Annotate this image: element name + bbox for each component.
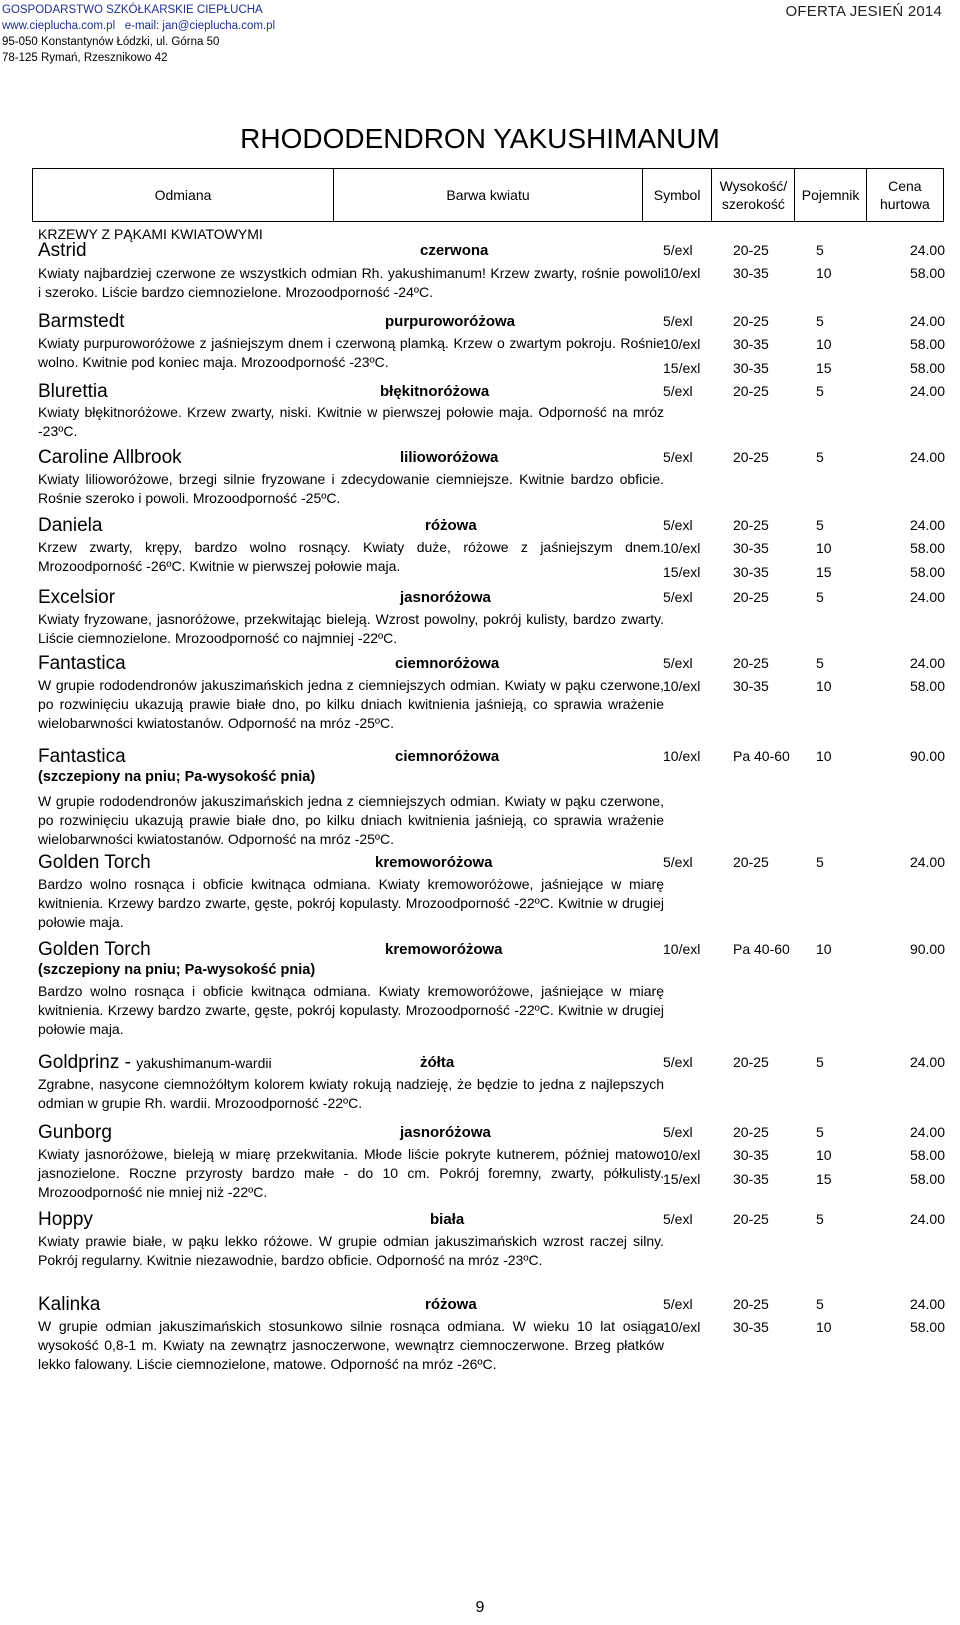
flower-color: ciemnoróżowa: [395, 655, 500, 672]
price-row: [663, 854, 953, 874]
variety-description: Kwiaty fryzowane, jasnoróżowe, przekwitając bieleją. Wzrost powolny, pokrój kulisty, bardzo zwarty. Liście ciemnozielone. Mrozoodporność co najmniej -22ºC.: [38, 611, 664, 646]
price-symbol: 5/exl: [663, 1296, 693, 1312]
price-container: 10: [816, 678, 832, 694]
price-price: 58.00: [909, 540, 945, 556]
variety-name: Fantastica: [38, 653, 126, 674]
variety-subtitle: (szczepiony na pniu; Pa-wysokość pnia): [38, 962, 316, 978]
price-symbol: 10/exl: [663, 336, 701, 352]
price-price: 24.00: [909, 242, 945, 258]
price-container: 5: [816, 1054, 824, 1070]
flower-color: kremoworóżowa: [385, 941, 503, 958]
price-price: 58.00: [909, 336, 945, 352]
price-row: [663, 1296, 953, 1316]
price-height: 30-35: [733, 1319, 769, 1335]
flower-color: jasnoróżowa: [400, 589, 491, 606]
price-price: 58.00: [909, 678, 945, 694]
flower-color: różowa: [425, 1296, 477, 1313]
price-height: 20-25: [733, 854, 769, 870]
price-price: 24.00: [909, 1296, 945, 1312]
price-price: 24.00: [909, 655, 945, 671]
col-cena: Cena hurtowa: [866, 169, 943, 222]
price-height: 20-25: [733, 313, 769, 329]
variety-name: Barmstedt: [38, 311, 125, 332]
price-height: 20-25: [733, 589, 769, 605]
price-price: 24.00: [909, 854, 945, 870]
company-name: GOSPODARSTWO SZKÓŁKARSKIE CIEPŁUCHA: [2, 4, 263, 16]
price-container: 10: [816, 265, 832, 281]
price-height: 30-35: [733, 678, 769, 694]
flower-color: kremoworóżowa: [375, 854, 493, 871]
variety-group: yakushimanum-wardii: [136, 1055, 272, 1071]
price-symbol: 15/exl: [663, 564, 701, 580]
price-symbol: 10/exl: [663, 1147, 701, 1163]
variety-description: Kwiaty lilioworóżowe, brzegi silnie fryzowane i zdecydowanie ciemniejsze. Kwitnie bardzo obficie. Rośnie szeroko i powoli. Mrozoodporność -25ºC.: [38, 471, 664, 506]
price-row: [663, 564, 953, 584]
price-price: 24.00: [909, 449, 945, 465]
price-container: 5: [816, 242, 824, 258]
price-symbol: 10/exl: [663, 941, 701, 957]
variety-name: Kalinka: [38, 1294, 101, 1315]
price-row: [663, 1147, 953, 1167]
price-symbol: 5/exl: [663, 1211, 693, 1227]
price-symbol: 15/exl: [663, 360, 701, 376]
price-height: 20-25: [733, 655, 769, 671]
variety-description: Zgrabne, nasycone ciemnożółtym kolorem kwiaty rokują nadzieję, że będzie to jedna z najlepszych odmian w grupie Rh. wardii. Mrozoodporność -22ºC.: [38, 1076, 664, 1111]
flower-color: błękitnoróżowa: [380, 383, 490, 400]
price-container: 5: [816, 517, 824, 533]
price-height: 20-25: [733, 1211, 769, 1227]
price-price: 90.00: [909, 748, 945, 764]
price-price: 90.00: [909, 941, 945, 957]
col-barwa: Barwa kwiatu: [333, 169, 642, 222]
price-row: [663, 941, 953, 961]
variety-name: Hoppy: [38, 1209, 93, 1230]
variety-description: Kwiaty prawie białe, w pąku lekko różowe. W grupie odmian jakuszimańskich wzrost raczej silny. Pokrój regularny. Kwitnie niezawodnie, bardzo obficie. Odporność na mróz -23ºC.: [38, 1233, 664, 1268]
variety-name: Golden Torch: [38, 852, 151, 873]
price-height: 20-25: [733, 449, 769, 465]
price-price: 24.00: [909, 589, 945, 605]
variety-description: Kwiaty błękitnoróżowe. Krzew zwarty, niski. Kwitnie w pierwszej połowie maja. Odporność na mróz -23ºC.: [38, 404, 664, 439]
price-row: [663, 748, 953, 768]
price-symbol: 5/exl: [663, 449, 693, 465]
section-heading: KRZEWY Z PĄKAMI KWIATOWYMI: [38, 226, 263, 242]
price-container: 5: [816, 1211, 824, 1227]
variety-description: Bardzo wolno rosnąca i obficie kwitnąca odmiana. Kwiaty kremoworóżowe, jaśniejące w miarę kwitnienia. Krzewy bardzo zwarte, gęste, pokrój kopulasty. Mrozoodporność -22ºC. Kwitnie w drugiej połowie maja.: [38, 876, 664, 930]
col-odmiana: Odmiana: [33, 169, 334, 222]
price-height: Pa 40-60: [733, 748, 790, 764]
price-container: 5: [816, 383, 824, 399]
variety-name: Daniela: [38, 515, 103, 536]
price-price: 24.00: [909, 1211, 945, 1227]
variety-name: Astrid: [38, 240, 87, 261]
price-row: [663, 678, 953, 698]
price-container: 10: [816, 748, 832, 764]
price-height: 30-35: [733, 564, 769, 580]
address-line-2: 78-125 Rymań, Rzesznikowo 42: [2, 52, 168, 64]
price-container: 5: [816, 449, 824, 465]
price-height: 20-25: [733, 383, 769, 399]
price-price: 58.00: [909, 1171, 945, 1187]
price-symbol: 5/exl: [663, 1054, 693, 1070]
price-row: [663, 589, 953, 609]
price-container: 10: [816, 1147, 832, 1163]
price-price: 58.00: [909, 360, 945, 376]
price-price: 58.00: [909, 1319, 945, 1335]
price-container: 10: [816, 941, 832, 957]
price-container: 15: [816, 564, 832, 580]
price-height: 30-35: [733, 1147, 769, 1163]
flower-color: żółta: [420, 1054, 455, 1071]
flower-color: różowa: [425, 517, 477, 534]
price-row: [663, 1319, 953, 1339]
flower-color: lilioworóżowa: [400, 449, 499, 466]
price-height: 30-35: [733, 360, 769, 376]
price-container: 5: [816, 655, 824, 671]
price-container: 10: [816, 540, 832, 556]
price-height: 30-35: [733, 540, 769, 556]
price-price: 58.00: [909, 564, 945, 580]
price-symbol: 5/exl: [663, 1124, 693, 1140]
price-height: 30-35: [733, 336, 769, 352]
price-symbol: 5/exl: [663, 383, 693, 399]
price-container: 5: [816, 1296, 824, 1312]
variety-subtitle: (szczepiony na pniu; Pa-wysokość pnia): [38, 769, 316, 785]
flower-color: biała: [430, 1211, 465, 1228]
price-container: 5: [816, 313, 824, 329]
price-height: Pa 40-60: [733, 941, 790, 957]
price-container: 15: [816, 1171, 832, 1187]
price-row: [663, 1171, 953, 1191]
price-price: 58.00: [909, 1147, 945, 1163]
price-symbol: 5/exl: [663, 854, 693, 870]
price-price: 24.00: [909, 383, 945, 399]
variety-name: Goldprinz - yakushimanum-wardii: [38, 1052, 272, 1073]
price-height: 20-25: [733, 1124, 769, 1140]
company-header: [2, 2, 275, 66]
price-container: 15: [816, 360, 832, 376]
variety-description: Kwiaty jasnoróżowe, bieleją w miarę przekwitania. Młode liście pokryte kutnerem, później matowo jasnozielone. Roczne przyrosty bardzo małe - do 10 cm. Pokrój foremny, zwarty, półkulisty. Mrozoodporność nie mniej niż -22ºC.: [38, 1146, 664, 1200]
price-row: [663, 265, 953, 285]
flower-color: ciemnoróżowa: [395, 748, 500, 765]
variety-name: Fantastica: [38, 746, 126, 767]
price-symbol: 5/exl: [663, 313, 693, 329]
variety-description: Bardzo wolno rosnąca i obficie kwitnąca odmiana. Kwiaty kremoworóżowe, jaśniejące w miarę kwitnienia. Krzewy bardzo zwarte, gęste, pokrój kopulasty. Mrozoodporność -22ºC. Kwitnie w drugiej połowie maja.: [38, 983, 664, 1037]
flower-color: czerwona: [420, 242, 489, 259]
price-height: 30-35: [733, 1171, 769, 1187]
price-symbol: 15/exl: [663, 1171, 701, 1187]
price-row: [663, 1054, 953, 1074]
variety-name: Gunborg: [38, 1122, 112, 1143]
price-symbol: 10/exl: [663, 540, 701, 556]
price-container: 10: [816, 1319, 832, 1335]
col-pojemnik: Pojemnik: [795, 169, 866, 222]
price-container: 5: [816, 854, 824, 870]
price-row: [663, 517, 953, 537]
price-price: 24.00: [909, 1054, 945, 1070]
price-price: 24.00: [909, 517, 945, 533]
price-row: [663, 1124, 953, 1144]
price-symbol: 10/exl: [663, 748, 701, 764]
price-container: 5: [816, 1124, 824, 1140]
price-height: 30-35: [733, 265, 769, 281]
variety-description: Kwiaty purpuroworóżowe z jaśniejszym dnem i czerwoną plamką. Krzew o zwartym pokroju. Rośnie wolno. Kwitnie pod koniec maja. Mrozoodporność -23ºC.: [38, 335, 664, 370]
column-header-table: [32, 168, 944, 222]
price-row: [663, 1211, 953, 1231]
page-number: 9: [475, 1599, 485, 1616]
price-symbol: 10/exl: [663, 265, 701, 281]
price-row: [663, 449, 953, 469]
price-symbol: 5/exl: [663, 589, 693, 605]
offer-label: OFERTA JESIEŃ 2014: [785, 3, 942, 20]
price-price: 24.00: [909, 313, 945, 329]
variety-name: Caroline Allbrook: [38, 447, 182, 468]
price-row: [663, 336, 953, 356]
price-height: 20-25: [733, 1054, 769, 1070]
variety-description: W grupie rododendronów jakuszimańskich jedna z ciemniejszych odmian. Kwiaty w pąku czerwone, po rozwinięciu ukazują prawie białe dno, po kilku dniach kwitnienia jaśnieją, co sprawia wrażenie wielobarwności kwiatostanów. Odporność na mróz -25ºC.: [38, 793, 664, 847]
price-row: [663, 383, 953, 403]
variety-name: Golden Torch: [38, 939, 151, 960]
price-price: 58.00: [909, 265, 945, 281]
variety-description: W grupie odmian jakuszimańskich stosunkowo silnie rosnąca odmiana. W wieku 10 lat osiąga wysokość 0,8-1 m. Kwiaty na zewnątrz jasnoczerwone, wewnątrz ciemnoczerwone. Brzeg płatków lekko falowany. Liście ciemnozielone, matowe. Odporność na mróz -26ºC.: [38, 1318, 664, 1372]
price-symbol: 5/exl: [663, 242, 693, 258]
price-row: [663, 360, 953, 380]
price-container: 10: [816, 336, 832, 352]
variety-name: Excelsior: [38, 587, 116, 608]
price-height: 20-25: [733, 1296, 769, 1312]
variety-description: Kwiaty najbardziej czerwone ze wszystkich odmian Rh. yakushimanum! Krzew zwarty, rośnie powoli i szeroko. Liście bardzo ciemnozielone. Mrozoodporność -24ºC.: [38, 265, 664, 300]
price-row: [663, 540, 953, 560]
col-symbol: Symbol: [643, 169, 712, 222]
price-price: 24.00: [909, 1124, 945, 1140]
email-link[interactable]: e-mail: jan@cieplucha.com.pl: [124, 20, 276, 32]
price-row: [663, 242, 953, 262]
address-line-1: 95-050 Konstantynów Łódzki, ul. Górna 50: [2, 36, 220, 48]
price-height: 20-25: [733, 517, 769, 533]
variety-name: Blurettia: [38, 381, 108, 402]
price-symbol: 5/exl: [663, 517, 693, 533]
variety-description: W grupie rododendronów jakuszimańskich jedna z ciemniejszych odmian. Kwiaty w pąku czerwone, po rozwinięciu ukazują prawie białe dno, po kilku dniach kwitnienia jaśnieją, co sprawia wrażenie wielobarwności kwiatostanów. Odporność na mróz -25ºC.: [38, 677, 664, 731]
price-symbol: 10/exl: [663, 1319, 701, 1335]
price-row: [663, 313, 953, 333]
website-link[interactable]: www.cieplucha.com.pl: [2, 20, 116, 32]
price-container: 5: [816, 589, 824, 605]
price-height: 20-25: [733, 242, 769, 258]
variety-description: Krzew zwarty, krępy, bardzo wolno rosnący. Kwiaty duże, różowe z jaśniejszym dnem. Mrozoodporność -26ºC. Kwitnie w pierwszej połowie maja.: [38, 539, 664, 574]
price-symbol: 5/exl: [663, 655, 693, 671]
price-row: [663, 655, 953, 675]
flower-color: purpuroworóżowa: [385, 313, 515, 330]
page-title: RHODODENDRON YAKUSHIMANUM: [240, 123, 720, 154]
col-wysokosc: Wysokość/ szerokość: [712, 169, 795, 222]
flower-color: jasnoróżowa: [400, 1124, 491, 1141]
price-symbol: 10/exl: [663, 678, 701, 694]
